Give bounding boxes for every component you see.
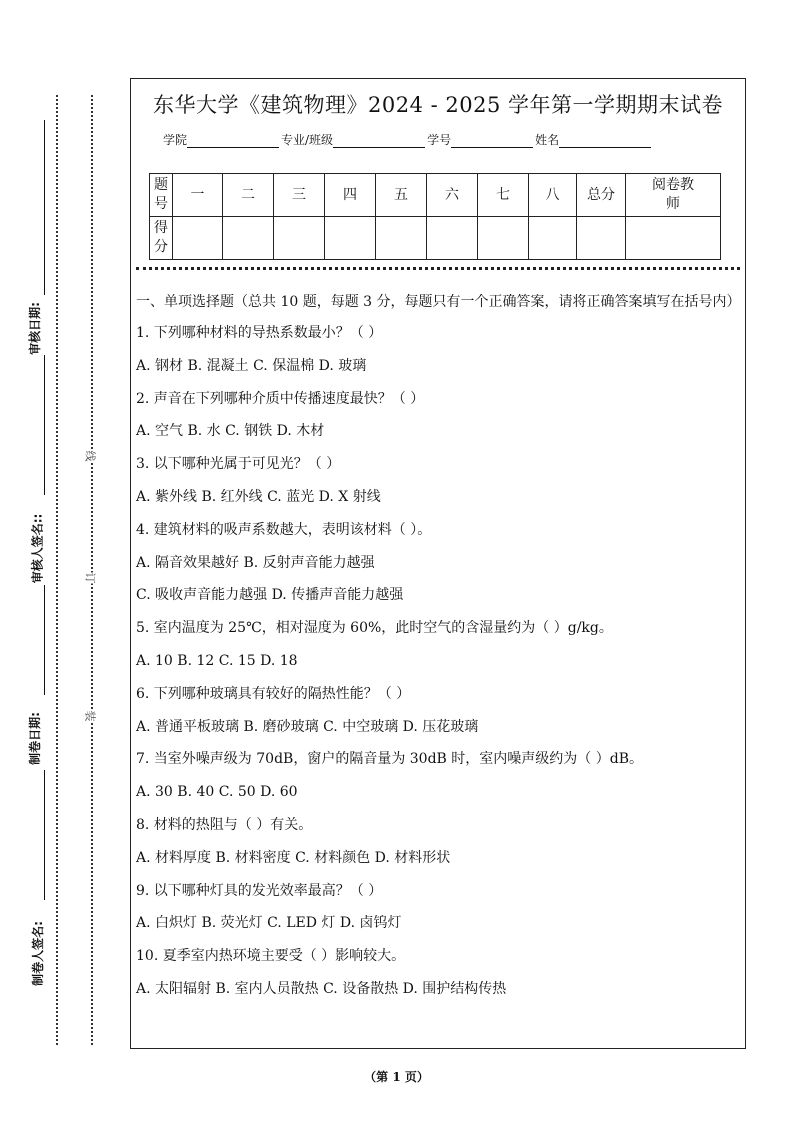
answer-options: A. 隔音效果越好 B. 反射声音能力越强 [136, 554, 375, 571]
score-cell[interactable] [223, 217, 274, 260]
answer-options: A. 材料厚度 B. 材料密度 C. 材料颜色 D. 材料形状 [136, 849, 451, 866]
made-date-label: 制卷日期: [27, 712, 42, 765]
major-field[interactable] [333, 134, 425, 148]
score-header-cell: 四 [325, 174, 376, 217]
answer-options: A. 白炽灯 B. 荧光灯 C. LED 灯 D. 卤钨灯 [136, 915, 402, 932]
score-cell[interactable] [173, 217, 223, 260]
maker-sign-label: 制卷人签名: [30, 921, 45, 986]
binding-char-zhuang: 装 [83, 710, 97, 722]
score-table [149, 173, 721, 260]
answer-options: A. 普通平板玻璃 B. 磨砂玻璃 C. 中空玻璃 D. 压花玻璃 [136, 718, 479, 735]
exam-frame [130, 78, 746, 1049]
question: 9. 以下哪种灯具的发光效率最高？（ ） [136, 882, 383, 899]
reviewer-sign-label: 审核人签名:: [30, 513, 45, 584]
answer-options: A. 太阳辐射 B. 室内人员散热 C. 设备散热 D. 围护结构传热 [136, 980, 507, 997]
signature-line [44, 770, 45, 900]
score-cell[interactable] [478, 217, 529, 260]
question: 8. 材料的热阻与（ ）有关。 [136, 816, 313, 833]
score-cell[interactable] [376, 217, 427, 260]
major-label: 专业/班级 [281, 133, 334, 147]
score-cell[interactable] [427, 217, 478, 260]
separator-dots [136, 267, 740, 270]
student-info [163, 131, 653, 148]
answer-options: A. 10 B. 12 C. 15 D. 18 [136, 652, 298, 669]
college-field[interactable] [187, 134, 279, 148]
score-header-cell: 七 [478, 174, 529, 217]
question: 10. 夏季室内热环境主要受（ ）影响较大。 [136, 948, 406, 965]
review-date-label: 审核日期: [27, 302, 42, 355]
student-id-label: 学号 [427, 133, 452, 147]
signature-line [44, 120, 45, 295]
binding-char-ding: 订 [83, 572, 97, 584]
score-header-cell: 二 [223, 174, 274, 217]
score-header-cell: 阅卷教师 [626, 174, 721, 217]
answer-options: C. 吸收声音能力越强 D. 传播声音能力越强 [136, 587, 404, 604]
score-cell[interactable] [325, 217, 376, 260]
score-cell[interactable] [274, 217, 325, 260]
page-title: 东华大学《建筑物理》2024 - 2025 学年第一学期期末试卷 [152, 93, 723, 117]
name-label: 姓名 [535, 133, 560, 147]
score-header-cell: 三 [274, 174, 325, 217]
question: 2. 声音在下列哪种介质中传播速度最快？（ ） [136, 390, 425, 407]
question: 7. 当室外噪声级为 70dB，窗户的隔音量为 30dB 时，室内噪声级约为（ ）dB。 [136, 751, 643, 768]
score-header-cell: 六 [427, 174, 478, 217]
student-id-field[interactable] [451, 134, 533, 148]
question: 3. 以下哪种光属于可见光？（ ） [136, 456, 341, 473]
question: 4. 建筑材料的吸声系数越大，表明该材料（ ）。 [136, 521, 432, 538]
answer-options: A. 空气 B. 水 C. 钢铁 D. 木材 [136, 423, 325, 440]
answer-options: A. 30 B. 40 C. 50 D. 60 [136, 784, 298, 801]
answer-options: A. 紫外线 B. 红外线 C. 蓝光 D. X 射线 [136, 488, 381, 505]
questions [136, 291, 741, 1011]
name-field[interactable] [559, 134, 651, 148]
score-row-label: 得分 [150, 217, 173, 260]
score-header-cell: 总分 [577, 174, 626, 217]
binding-char-xian: 线 [83, 450, 97, 462]
score-cell[interactable] [529, 217, 577, 260]
section-heading: 一、单项选择题（总共 10 题，每题 3 分，每题只有一个正确答案，请将正确答案填写在括号内） [136, 294, 741, 310]
college-label: 学院 [163, 133, 188, 147]
question: 5. 室内温度为 25℃，相对湿度为 60%，此时空气的含湿量约为（ ）g/kg。 [136, 620, 613, 637]
answer-options: A. 钢材 B. 混凝土 C. 保温棉 D. 玻璃 [136, 357, 367, 374]
signature-line [44, 355, 45, 495]
question: 6. 下列哪种玻璃具有较好的隔热性能？（ ） [136, 685, 411, 702]
binding-dotted-line [56, 95, 58, 1045]
question: 1. 下列哪种材料的导热系数最小？（ ） [136, 325, 383, 341]
score-cell[interactable] [626, 217, 721, 260]
signature-line [44, 585, 45, 695]
score-header-cell: 五 [376, 174, 427, 217]
score-header-cell: 一 [173, 174, 223, 217]
score-header-cell: 八 [529, 174, 577, 217]
page-number: （第 1 页） [364, 1070, 429, 1084]
binding-dotted-line [91, 95, 93, 1045]
score-cell[interactable] [577, 217, 626, 260]
score-header-cell: 题号 [150, 174, 173, 217]
